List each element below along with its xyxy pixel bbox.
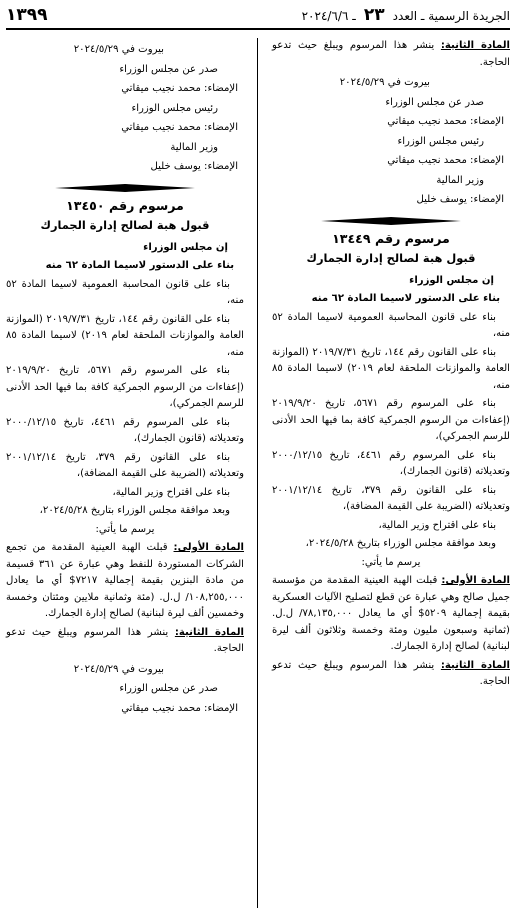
left-column [6, 38, 244, 720]
signature: الإمضاء: يوسف خليل [416, 194, 504, 205]
basis-paragraph: بناء على المرسوم رقم ٥٦٧١، تاريخ ٢٠١٩/٩/٢٠ (إعفاءات من الرسوم الجمركية كافة بما فيها الحد الأدنى للرسم الجمركي)، [272, 398, 510, 442]
issued-by: صدر عن مجلس الوزراء [385, 96, 484, 108]
decree-subject: قبول هبة لصالح إدارة الجمارك [40, 218, 210, 232]
column-divider [257, 38, 258, 908]
basis-paragraph: وبعد موافقة مجلس الوزراء بتاريخ ٢٠٢٤/٥/٢٨، [305, 538, 496, 549]
section-divider-ornament [272, 217, 510, 225]
finance-minister-title: وزير المالية [436, 174, 484, 186]
basis-paragraph: بناء على القانون رقم ٣٧٩، تاريخ ٢٠٠١/١٢/١٤ وتعديلاته (الضريبة على القيمة المضافة)، [6, 451, 244, 479]
constitution-basis: بناء على الدستور لاسيما المادة ٦٢ منه [45, 260, 234, 271]
article-2: المادة الثانية: ينشر هذا المرسوم ويبلغ حيث تدعو الحاجة. [6, 626, 244, 654]
council-heading: إن مجلس الوزراء [143, 241, 228, 253]
basis-paragraph: بناء على المرسوم رقم ٤٤٦١، تاريخ ٢٠٠٠/١٢/١٥ وتعديلاته (قانون الجمارك)، [272, 449, 510, 477]
article-1: المادة الأولى: قبلت الهبة العينية المقدمة من مؤسسة جميل صالح وهي عبارة عن قطع لتصليح الآليات العسكرية بقيمة إجمالية ٥٢٠٩$ أي ما يعادل ٧٨,١٣٥,٠٠٠/ ل.ل. (ثمانية وسبعون مليون ومئة وخمسة وثلاثون ألف ليرة لبنانية) لصالح إدارة الجمارك. [272, 575, 510, 652]
basis-paragraph: بناء على المرسوم رقم ٤٤٦١، تاريخ ٢٠٠٠/١٢/١٥ وتعديلاته (قانون الجمارك)، [6, 416, 244, 444]
issued-by: صدر عن مجلس الوزراء [119, 63, 218, 75]
signature: الإمضاء: محمد نجيب ميقاتي [121, 83, 238, 94]
decrees-heading: يرسم ما يأتي: [95, 523, 155, 535]
page-number: ١٣٩٩ [6, 5, 48, 25]
pm-title: رئيس مجلس الوزراء [397, 135, 484, 147]
article-2: المادة الثانية: ينشر هذا المرسوم ويبلغ حيث تدعو الحاجة. [272, 659, 510, 687]
place-date: بيروت في ٢٠٢٤/٥/٢٩ [73, 44, 164, 55]
basis-paragraph: بناء على القانون رقم ١٤٤، تاريخ ٢٠١٩/٧/٣١ (الموازنة العامة والموازنات الملحقة لعام ٢٠١٩) لاسيما المادة ٨٥ منه، [272, 346, 510, 391]
signature: الإمضاء: يوسف خليل [150, 161, 238, 172]
constitution-basis: بناء على الدستور لاسيما المادة ٦٢ منه [311, 293, 500, 304]
signature: الإمضاء: محمد نجيب ميقاتي [121, 702, 238, 714]
gazette-title-group [302, 5, 510, 25]
signature: الإمضاء: محمد نجيب ميقاتي [387, 116, 504, 127]
basis-paragraph: بناء على اقتراح وزير المالية، [112, 486, 230, 498]
issued-by: صدر عن مجلس الوزراء [119, 683, 218, 694]
right-column [272, 38, 510, 693]
decrees-heading: يرسم ما يأتي: [361, 556, 421, 568]
decree-title: مرسوم رقم ١٣٤٤٩ [332, 230, 450, 246]
basis-paragraph: وبعد موافقة مجلس الوزراء بتاريخ ٢٠٢٤/٥/٢٨، [39, 505, 230, 516]
gazette-title: الجريدة الرسمية ـ العدد [392, 9, 510, 23]
council-heading: إن مجلس الوزراء [409, 274, 494, 286]
place-date: بيروت في ٢٠٢٤/٥/٢٩ [73, 663, 164, 675]
place-date: بيروت في ٢٠٢٤/٥/٢٩ [339, 77, 430, 88]
basis-paragraph: بناء على اقتراح وزير المالية، [378, 519, 496, 531]
decree-subject: قبول هبة لصالح إدارة الجمارك [306, 251, 476, 265]
basis-paragraph: بناء على المرسوم رقم ٥٦٧١، تاريخ ٢٠١٩/٩/٢٠ (إعفاءات من الرسوم الجمركية كافة بما فيها الحد الأدنى للرسم الجمركي)، [6, 365, 244, 409]
section-divider-ornament [6, 184, 244, 192]
article-2: المادة الثانية: ينشر هذا المرسوم ويبلغ حيث تدعو الحاجة. [272, 40, 510, 68]
basis-paragraph: بناء على القانون رقم ٣٧٩، تاريخ ٢٠٠١/١٢/١٤ وتعديلاته (الضريبة على القيمة المضافة)، [272, 484, 510, 512]
basis-paragraph: بناء على قانون المحاسبة العمومية لاسيما المادة ٥٢ منه، [6, 278, 244, 306]
article-1: المادة الأولى: قبلت الهبة العينية المقدمة من تجمع الشركات المستوردة للنفط وهي عبارة عن ٣٦١ قسيمة من مادة البنزين بقيمة إجمالية ٧٢١٧$ أي ما يعادل ١٠٨,٢٥٥,٠٠٠/ ل.ل. (مئة وثمانية ملايين ومئتان وخمسة وخمسين ألف ليرة لبنانية) لصالح إدارة الجمارك. [6, 542, 245, 619]
signature: الإمضاء: محمد نجيب ميقاتي [121, 122, 238, 133]
basis-paragraph: بناء على قانون المحاسبة العمومية لاسيما المادة ٥٢ منه، [272, 311, 510, 339]
pm-title: رئيس مجلس الوزراء [131, 102, 218, 114]
finance-minister-title: وزير المالية [170, 141, 218, 153]
signature: الإمضاء: محمد نجيب ميقاتي [387, 155, 504, 166]
issue-date: ـ ٢٠٢٤/٦/٦ [301, 9, 356, 23]
page-header [6, 4, 510, 30]
basis-paragraph: بناء على القانون رقم ١٤٤، تاريخ ٢٠١٩/٧/٣١ (الموازنة العامة والموازنات الملحقة لعام ٢٠١٩) لاسيما المادة ٨٥ منه، [6, 313, 244, 358]
decree-title: مرسوم رقم ١٣٤٥٠ [66, 197, 184, 213]
issue-number: ٢٣ [363, 5, 385, 25]
